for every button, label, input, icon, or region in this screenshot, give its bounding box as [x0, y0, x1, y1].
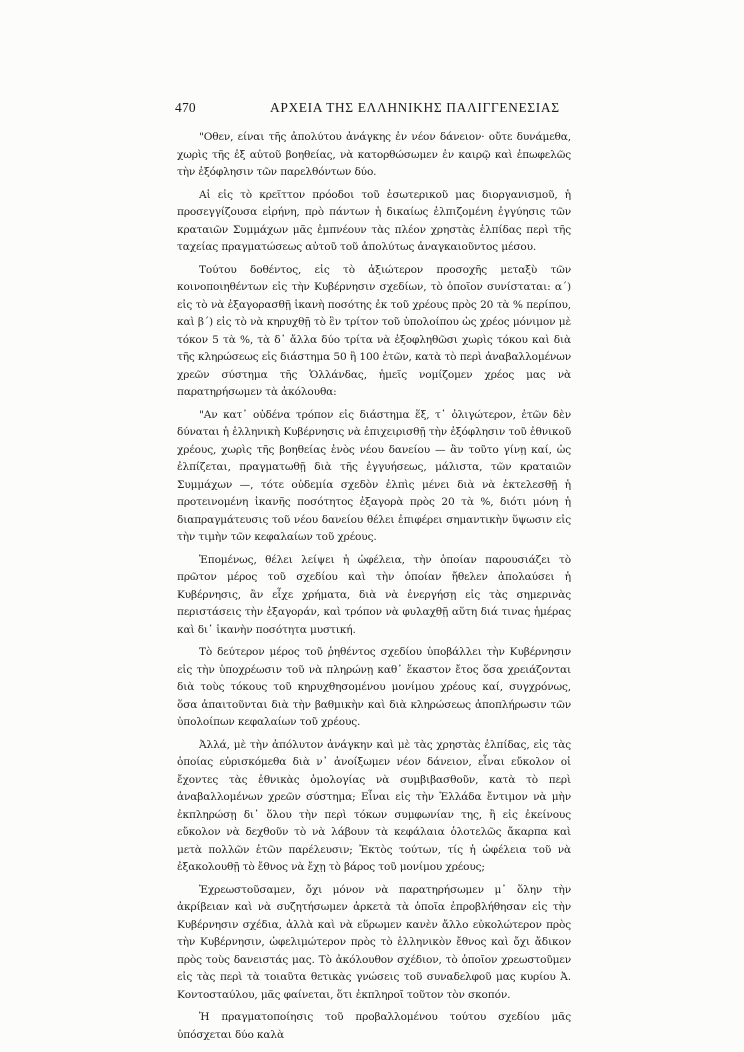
paragraph: Ἀλλά, μὲ τὴν ἀπόλυτον ἀνάγκην καὶ μὲ τὰς χρηστὰς ἐλπίδας, εἰς τὰς ὁποίας εὑρισκόμεθα διὰ ν᾽ ἀνοίξωμεν νέον δάνειον, εἶναι εὔκολον οἱ ἔχοντες τὰς ἐθνικὰς ὁμολογίας νὰ συμβιβασθοῦν, κατὰ τὸ περὶ ἀναβαλλομένων χρεῶν σύστημα; Εἶναι εἰς τὴν Ἑλλάδα ἔντιμον νὰ μὴν ἐκπληρώσῃ δι᾽ ὅλου τὴν περὶ τόκων συμφωνίαν της, ἢ εἰς ἐκείνους εὔκολον νὰ δεχθοῦν τὸ νὰ λάβουν τὰ κεφάλαια ὁλοτελῶς ἄκαρπα καὶ μετὰ πολλῶν ἐτῶν παρέλευσιν; Ἐκτὸς τούτων, τίς ἡ ὠφέλεια τοῦ νὰ ἐξακολουθῇ τὸ ἔθνος νὰ ἔχῃ τὸ βάρος τοῦ μονίμου χρέους;	[177, 738, 571, 873]
paragraph: Αἱ εἰς τὸ κρεῖττον πρόοδοι τοῦ ἐσωτερικοῦ μας διοργανισμοῦ, ἡ προσεγγίζουσα εἰρήνη, πρὸ πάντων ἡ δικαίως ἐλπιζομένη ἐγγύησις τῶν κραταιῶν Συμμάχων μᾶς ἐμπνέουν τὰς πλέον χρηστὰς ἐλπίδας περὶ τῆς ταχείας πραγματώσεως αὐτοῦ τοῦ ἀπολύτως ἀναγκαιοῦντος μέσου.	[177, 188, 571, 253]
body-text	[177, 129, 571, 1049]
paragraph: Ἑπομένως, θέλει λείψει ἡ ὠφέλεια, τὴν ὁποίαν παρουσιάζει τὸ πρῶτον μέρος τοῦ σχεδίου καὶ τὴν ὁποίαν ἤθελεν ἀπολαύσει ἡ Κυβέρνησις, ἂν εἶχε χρήματα, διὰ νὰ ἐνεργήσῃ εἰς τὰς σημερινὰς περιστάσεις τὴν ἐξαγοράν, καὶ τρόπον νὰ φυλαχθῇ αὕτη διά τινας ἡμέρας καὶ δι᾽ ἱκανὴν ποσότητα μυστική.	[177, 553, 571, 636]
paragraph: Τούτου δοθέντος, εἰς τὸ ἀξιώτερον προσοχῆς μεταξὺ τῶν κοινοποιηθέντων εἰς τὴν Κυβέρνησιν σχεδίων, τὸ ὁποῖον συνίσταται: α΄) εἰς τὸ νὰ ἐξαγορασθῇ ἱκανὴ ποσότης ἐκ τοῦ χρέους πρὸς 20 τὰ % περίπου, καὶ β΄) εἰς τὸ νὰ κηρυχθῇ τὸ ἓν τρίτον τοῦ ὑπολοίπου ὡς χρέος μόνιμον μὲ τόκον 5 τὰ %, τὰ δ᾽ ἄλλα δύο τρίτα νὰ ἐξοφληθῶσι χωρὶς τόκου καὶ διὰ τῆς κληρώσεως εἰς διάστημα 50 ἢ 100 ἐτῶν, κατὰ τὸ περὶ ἀναβαλλομένων χρεῶν σύστημα τῆς Ὁλλάνδας, ἡμεῖς νομίζομεν χρέος μας νὰ παρατηρήσωμεν τὰ ἀκόλουθα:	[177, 263, 571, 398]
page-header	[175, 100, 570, 116]
page-number: 470	[175, 100, 196, 115]
paragraph: "Αν κατ᾽ οὐδένα τρόπον εἰς διάστημα ἕξ, τ᾽ ὀλιγώτερον, ἐτῶν δὲν δύναται ἡ ἑλληνικὴ Κυβέρνησις νὰ ἐπιχειρισθῇ τὴν ἐξόφλησιν τοῦ ἐθνικοῦ χρέους, χωρὶς τῆς βοηθείας ἑνὸς νέου δανείου — ἂν τοῦτο γίνῃ καί, ὡς ἐλπίζεται, πραγματωθῇ διὰ τῆς ἐγγυήσεως, μάλιστα, τῶν κραταιῶν Συμμάχων —, τότε οὐδεμία σχεδὸν ἐλπὶς μένει διὰ νὰ ἐκτελεσθῇ ἡ προτεινομένη ἱκανῆς ποσότητος ἐξαγορὰ πρὸς 20 τὰ %, διότι μόνη ἡ διαπραγμάτευσις τοῦ νέου δανείου θέλει ἐπιφέρει σημαντικὴν ὕψωσιν εἰς τὴν τιμὴν τῶν κεφαλαίων τοῦ χρέους.	[177, 408, 571, 543]
paragraph: "Οθεν, είναι τῆς ἀπολύτου ἀνάγκης ἐν νέον δάνειον· οὔτε δυνάμεθα, χωρὶς τῆς ἐξ αὐτοῦ βοηθείας, νὰ κατορθώσωμεν ἐν καιρῷ καὶ ἐπωφελῶς τὴν ἐξόφλησιν τῶν παρελθόντων δύο.	[177, 131, 571, 178]
running-title: ΑΡΧΕΙΑ ΤΗΣ ΕΛΛΗΝΙΚΗΣ ΠΑΛΙΓΓΕΝΕΣΙΑΣ	[270, 100, 560, 115]
paragraph: Ἐχρεωστοῦσαμεν, ὄχι μόνον νὰ παρατηρήσωμεν μ᾽ ὅλην τὴν ἀκρίβειαν καὶ νὰ συζητήσωμεν ἀρκετὰ τὰ ὁποῖα ἐπροβλήθησαν εἰς τὴν Κυβέρνησιν σχέδια, ἀλλὰ καὶ νὰ εὕρωμεν κανὲν ἄλλο εὐκολώτερον πρὸς τὴν Κυβέρνησιν, ὠφελιμώτερον πρὸς τὸ ἑλληνικὸν ἔθνος καὶ ὄχι ἄδικον πρὸς τοὺς δανειστάς μας. Τὸ ἀκόλουθον σχέδιον, τὸ ὁποῖον χρεωστοῦμεν εἰς τὰς περὶ τὰ τοιαῦτα θετικὰς γνώσεις τοῦ συναδελφοῦ μας κυρίου Ἀ. Κοντοσταύλου, μᾶς φαίνεται, ὅτι ἐκπληροῖ τοῦτον τὸν σκοπόν.	[177, 883, 571, 1001]
paragraph: Ἡ πραγματοποίησις τοῦ προβαλλομένου τούτου σχεδίου μᾶς ὑπόσχεται δύο καλὰ	[177, 1011, 571, 1041]
paragraph: Τὸ δεύτερον μέρος τοῦ ῥηθέντος σχεδίου ὑποβάλλει τὴν Κυβέρνησιν εἰς τὴν ὑποχρέωσιν τοῦ νὰ πληρώνῃ καθ᾽ ἕκαστον ἔτος ὅσα χρειάζονται διὰ τοὺς τόκους τοῦ κηρυχθησομένου μονίμου χρέους καί, συγχρόνως, ὅσα ἀπαιτοῦνται διὰ τὴν βαθμικὴν καὶ διὰ κληρώσεως ἀποπλήρωσιν τῶν ὑπολοίπων κεφαλαίων τοῦ χρέους.	[177, 646, 571, 728]
